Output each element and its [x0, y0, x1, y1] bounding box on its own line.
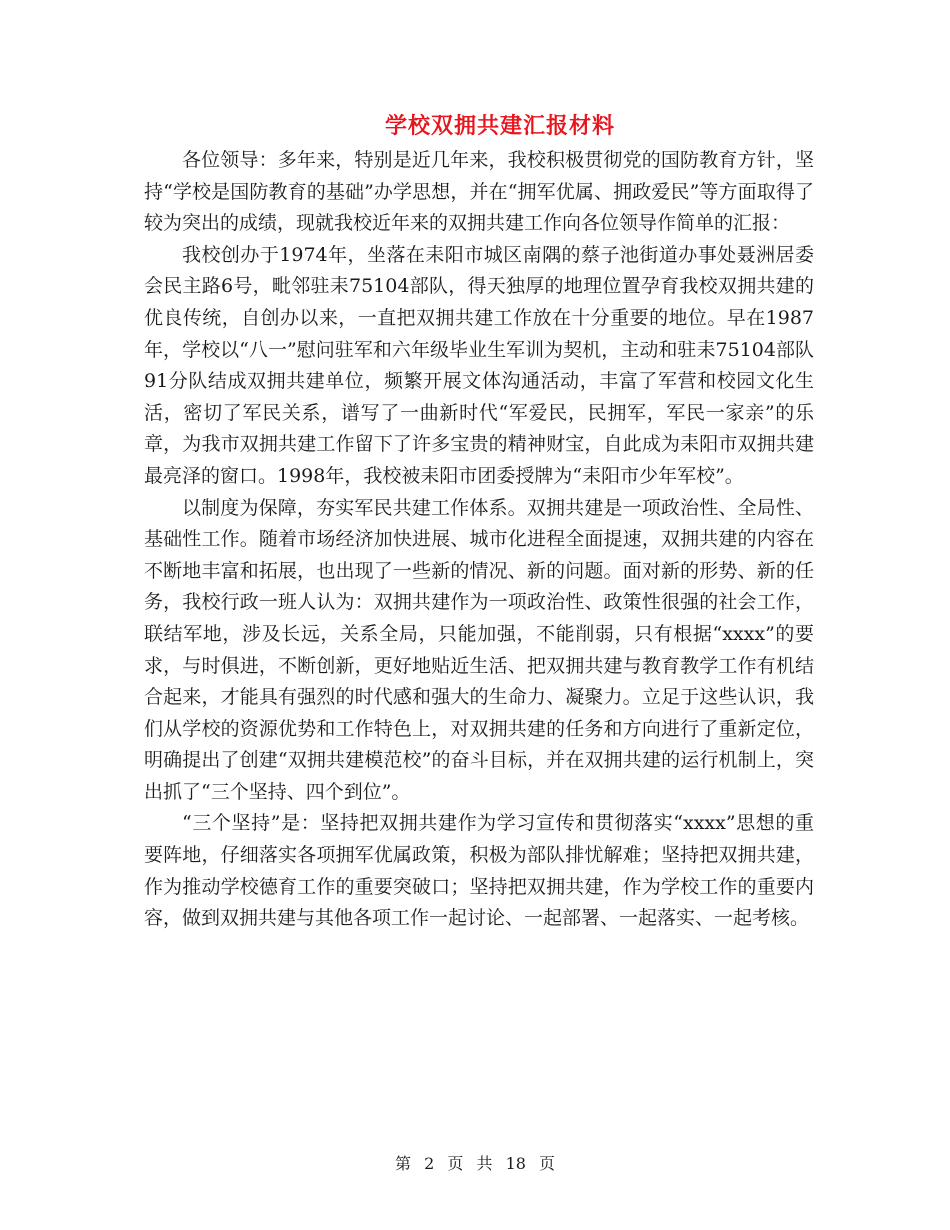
paragraph-greeting: 各位领导：多年来，特别是近几年来，我校积极贯彻党的国防教育方针，坚持“学校是国防教育的基础”办学思想，并在“拥军优属、拥政爱民”等方面取得了较为突出的成绩，现就我校近年来的双拥共建工作向各位领导作简单的汇报：	[144, 149, 814, 235]
footer-di: 第	[394, 1154, 411, 1173]
page-footer	[0, 1153, 950, 1175]
document-title: 学校双拥共建汇报材料	[384, 113, 615, 139]
document-body	[144, 145, 814, 935]
paragraph-three-persistences: “三个坚持”是：坚持把双拥共建作为学习宣传和贯彻落实“xxxx”思想的重要阵地，仔细落实各项拥军优属政策，积极为部队排忧解难；坚持把双拥共建，作为推动学校德育工作的重要突破口；坚持把双拥共建，作为学校工作的重要内容，做到双拥共建与其他各项工作一起讨论、一起部署、一起落实、一起考核。	[144, 812, 814, 930]
paragraph-system-guarantee: 以制度为保障，夯实军民共建工作体系。双拥共建是一项政治性、全局性、基础性工作。随着市场经济加快进展、城市化进程全面提速，双拥共建的内容在不断地丰富和拓展，也出现了一些新的情况、新的问题。面对新的形势、新的任务，我校行政一班人认为：双拥共建作为一项政治性、政策性很强的社会工作，联结军地，涉及长远，关系全局，只能加强，不能削弱，只有根据“xxxx”的要求，与时俱进，不断创新，更好地贴近生活、把双拥共建与教育教学工作有机结合起来，才能具有强烈的时代感和强大的生命力、凝聚力。立足于这些认识，我们从学校的资源优势和工作特色上，对双拥共建的任务和方向进行了重新定位，明确提出了创建“双拥共建模范校”的奋斗目标，并在双拥共建的运行机制上，突出抓了“三个坚持、四个到位”。	[144, 496, 814, 803]
footer-total-pages: 18	[505, 1154, 526, 1173]
footer-gong: 共	[476, 1154, 493, 1173]
footer-ye2: 页	[539, 1154, 556, 1173]
footer-current-page: 2	[424, 1154, 435, 1173]
paragraph-school-history: 我校创办于1974年，坐落在耒阳市城区南隅的蔡子池街道办事处聂洲居委会民主路6号，毗邻驻耒75104部队，得天独厚的地理位置孕育我校双拥共建的优良传统，自创办以来，一直把双拥共建工作放在十分重要的地位。早在1987年，学校以“八一”慰问驻军和六年级毕业生军训为契机，主动和驻耒75104部队91分队结成双拥共建单位，频繁开展文体沟通活动，丰富了军营和校园文化生活，密切了军民关系，谱写了一曲新时代“军爱民，民拥军，军民一家亲”的乐章，为我市双拥共建工作留下了许多宝贵的精神财宝，自此成为耒阳市双拥共建最亮泽的窗口。1998年，我校被耒阳市团委授牌为“耒阳市少年军校”。	[144, 243, 814, 487]
footer-ye: 页	[447, 1154, 464, 1173]
